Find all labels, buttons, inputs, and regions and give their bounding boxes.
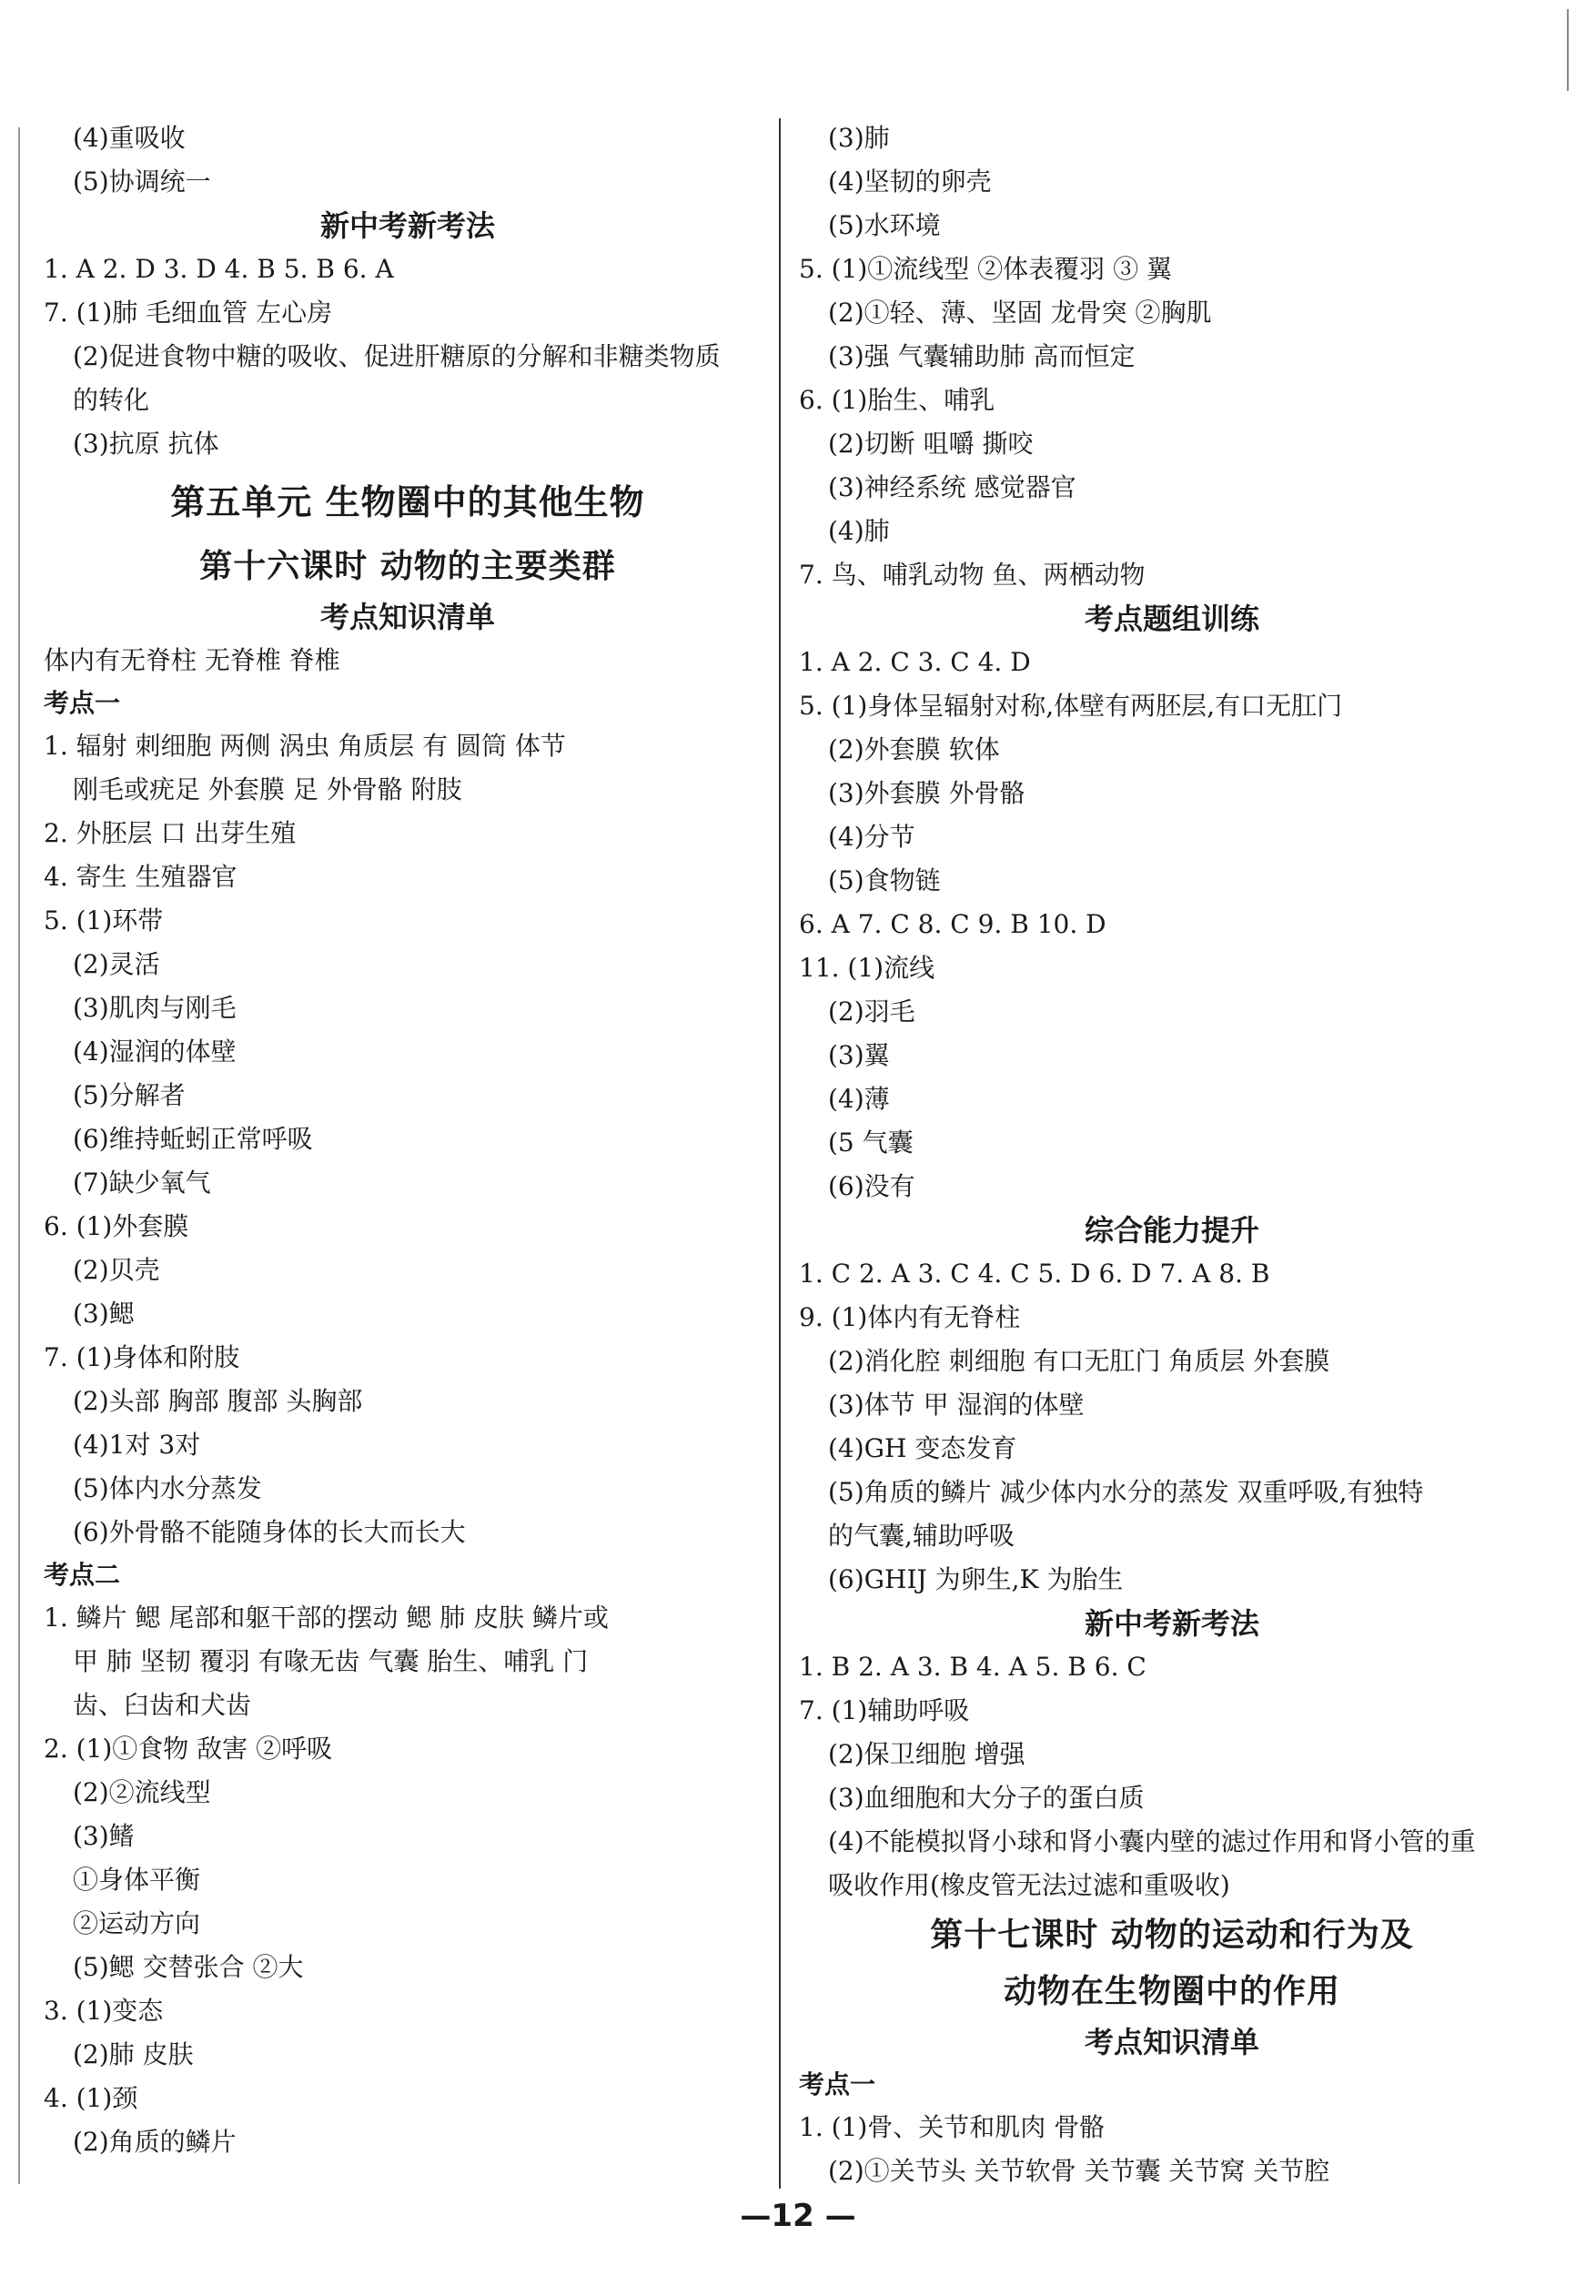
answer-continuation: 的气囊,辅助呼吸 bbox=[828, 1521, 1015, 1551]
section-heading: 新中考新考法 bbox=[319, 208, 495, 243]
answer-subline: (5)鳃 交替张合 ②大 bbox=[73, 1952, 304, 1982]
page-number: —12 — bbox=[740, 2198, 856, 2234]
answer-subline: (4)薄 bbox=[828, 1084, 890, 1114]
answer-subline: (4)不能模拟肾小球和肾小囊内壁的滤过作用和肾小管的重 bbox=[828, 1826, 1476, 1856]
answer-continuation: 甲 肺 坚韧 覆羽 有喙无齿 气囊 胎生、哺乳 门 bbox=[73, 1646, 589, 1676]
answer-line: 2. 外胚层 口 出芽生殖 bbox=[44, 818, 297, 848]
answer-line: 2. (1)①食物 敌害 ②呼吸 bbox=[44, 1734, 333, 1764]
answer-line: 5. (1)身体呈辐射对称,体壁有两胚层,有口无肛门 bbox=[799, 691, 1343, 721]
section-heading: 考点知识清单 bbox=[1084, 2025, 1259, 2059]
section-heading: 考点题组训练 bbox=[1084, 602, 1259, 636]
answer-continuation: 齿、臼齿和犬齿 bbox=[73, 1690, 252, 1720]
answer-subline: (2)切断 咀嚼 撕咬 bbox=[828, 429, 1034, 459]
answer-subline: (5)食物链 bbox=[828, 865, 941, 895]
answer-subline: (3)神经系统 感觉器官 bbox=[828, 472, 1076, 502]
answer-line: 6. (1)外套膜 bbox=[44, 1211, 189, 1241]
answer-subline: (4)分节 bbox=[828, 822, 915, 852]
answer-continuation: 的转化 bbox=[73, 385, 150, 415]
left-column bbox=[44, 116, 772, 2164]
answer-line: 7. (1)肺 毛细血管 左心房 bbox=[44, 298, 333, 328]
answer-line: 体内有无脊柱 无脊椎 脊椎 bbox=[44, 645, 340, 675]
answer-subline: (6)外骨骼不能随身体的长大而长大 bbox=[73, 1517, 466, 1547]
answer-subline: (3)鳃 bbox=[73, 1299, 135, 1329]
answer-line: 5. (1)①流线型 ②体表覆羽 ③ 翼 bbox=[799, 254, 1172, 284]
answer-subline: (2)灵活 bbox=[73, 949, 160, 979]
answer-subline: (3)肺 bbox=[828, 123, 890, 153]
point-heading: 考点一 bbox=[799, 2069, 876, 2099]
answer-subline: ②运动方向 bbox=[73, 1908, 201, 1938]
answer-subline: (3)血细胞和大分子的蛋白质 bbox=[828, 1783, 1145, 1813]
answer-subline: (4)1对 3对 bbox=[73, 1430, 201, 1460]
answer-subline: (2)贝壳 bbox=[73, 1255, 160, 1285]
answer-subline: (4)湿润的体壁 bbox=[73, 1037, 237, 1067]
answer-line: 11. (1)流线 bbox=[799, 953, 935, 983]
answer-line: 6. (1)胎生、哺乳 bbox=[799, 385, 995, 415]
answer-subline: (4)重吸收 bbox=[73, 123, 186, 153]
section-heading: 新中考新考法 bbox=[1084, 1606, 1259, 1641]
answer-subline: ①身体平衡 bbox=[73, 1865, 201, 1895]
answer-subline: (3)翼 bbox=[828, 1040, 890, 1070]
answer-subline: (2)消化腔 刺细胞 有口无肛门 角质层 外套膜 bbox=[828, 1346, 1330, 1376]
lesson-heading: 第十七课时 动物的运动和行为及 bbox=[930, 1917, 1414, 1954]
answer-subline: (4)肺 bbox=[828, 516, 890, 546]
answer-subline: (5)水环境 bbox=[828, 210, 941, 240]
answer-subline: (2)头部 胸部 腹部 头胸部 bbox=[73, 1386, 363, 1416]
answer-subline: (7)缺少氧气 bbox=[73, 1168, 211, 1198]
answer-line: 1. A 2. C 3. C 4. D bbox=[799, 647, 1031, 677]
answer-subline: (5 气囊 bbox=[828, 1128, 914, 1158]
answer-subline: (3)体节 甲 湿润的体壁 bbox=[828, 1390, 1085, 1420]
answer-subline: (2)羽毛 bbox=[828, 996, 915, 1027]
answer-line: 4. (1)颈 bbox=[44, 2083, 138, 2113]
answer-subline: (3)外套膜 外骨骼 bbox=[828, 778, 1025, 808]
answer-line: 7. (1)身体和附肢 bbox=[44, 1342, 240, 1372]
answer-line: 7. 鸟、哺乳动物 鱼、两栖动物 bbox=[799, 560, 1146, 590]
answer-subline: (2)角质的鳞片 bbox=[73, 2127, 237, 2157]
answer-subline: (2)①关节头 关节软骨 关节囊 关节窝 关节腔 bbox=[828, 2156, 1330, 2186]
answer-subline: (2)①轻、薄、坚固 龙骨突 ②胸肌 bbox=[828, 298, 1212, 328]
lesson-heading: 动物在生物圈中的作用 bbox=[1003, 1973, 1340, 2010]
answer-subline: (5)协调统一 bbox=[73, 167, 211, 197]
answer-subline: (3)抗原 抗体 bbox=[73, 429, 219, 459]
section-heading: 考点知识清单 bbox=[319, 600, 495, 634]
answer-subline: (4)坚韧的卵壳 bbox=[828, 167, 992, 197]
answer-line: 9. (1)体内有无脊柱 bbox=[799, 1302, 1021, 1332]
answer-line: 1. A 2. D 3. D 4. B 5. B 6. A bbox=[44, 254, 394, 284]
unit-heading: 第五单元 生物圈中的其他生物 bbox=[170, 482, 645, 522]
answer-subline: (2)②流线型 bbox=[73, 1777, 211, 1807]
answer-subline: (6)GHIJ 为卵生,K 为胎生 bbox=[828, 1564, 1124, 1594]
answer-line: 7. (1)辅助呼吸 bbox=[799, 1695, 970, 1725]
answer-subline: (5)角质的鳞片 减少体内水分的蒸发 双重呼吸,有独特 bbox=[828, 1477, 1424, 1507]
answer-subline: (2)外套膜 软体 bbox=[828, 734, 1000, 764]
column-divider bbox=[779, 118, 781, 2189]
left-margin-rule bbox=[18, 127, 20, 2184]
answer-line: 1. 辐射 刺细胞 两侧 涡虫 角质层 有 圆筒 体节 bbox=[44, 731, 566, 761]
answer-subline: (6)没有 bbox=[828, 1171, 915, 1201]
answer-continuation: 吸收作用(橡皮管无法过滤和重吸收) bbox=[828, 1870, 1230, 1900]
point-heading: 考点一 bbox=[44, 688, 121, 718]
answer-subline: (2)促进食物中糖的吸收、促进肝糖原的分解和非糖类物质 bbox=[73, 341, 721, 371]
answer-subline: (2)保卫细胞 增强 bbox=[828, 1739, 1025, 1769]
answer-subline: (5)分解者 bbox=[73, 1080, 186, 1110]
section-heading: 综合能力提升 bbox=[1084, 1213, 1259, 1248]
right-edge-rule bbox=[1567, 9, 1569, 91]
answer-continuation: 刚毛或疣足 外套膜 足 外骨骼 附肢 bbox=[73, 774, 462, 804]
answer-subline: (3)强 气囊辅助肺 高而恒定 bbox=[828, 341, 1136, 371]
answer-line: 1. (1)骨、关节和肌肉 骨骼 bbox=[799, 2112, 1106, 2142]
answer-subline: (2)肺 皮肤 bbox=[73, 2039, 194, 2069]
answer-subline: (3)鳍 bbox=[73, 1821, 135, 1851]
answer-subline: (4)GH 变态发育 bbox=[828, 1433, 1017, 1463]
answer-line: 3. (1)变态 bbox=[44, 1996, 164, 2026]
answer-line: 1. 鳞片 鳃 尾部和躯干部的摆动 鳃 肺 皮肤 鳞片或 bbox=[44, 1603, 610, 1633]
lesson-heading: 第十六课时 动物的主要类群 bbox=[199, 548, 616, 585]
answer-line: 6. A 7. C 8. C 9. B 10. D bbox=[799, 909, 1106, 939]
answer-line: 5. (1)环带 bbox=[44, 905, 164, 936]
point-heading: 考点二 bbox=[44, 1560, 121, 1590]
answer-line: 4. 寄生 生殖器官 bbox=[44, 862, 237, 892]
answer-subline: (5)体内水分蒸发 bbox=[73, 1473, 262, 1503]
answer-subline: (3)肌肉与刚毛 bbox=[73, 993, 237, 1023]
answer-subline: (6)维持蚯蚓正常呼吸 bbox=[73, 1124, 313, 1154]
right-column bbox=[799, 116, 1545, 2193]
answer-line: 1. C 2. A 3. C 4. C 5. D 6. D 7. A 8. B bbox=[799, 1259, 1270, 1289]
answer-line: 1. B 2. A 3. B 4. A 5. B 6. C bbox=[799, 1652, 1146, 1682]
